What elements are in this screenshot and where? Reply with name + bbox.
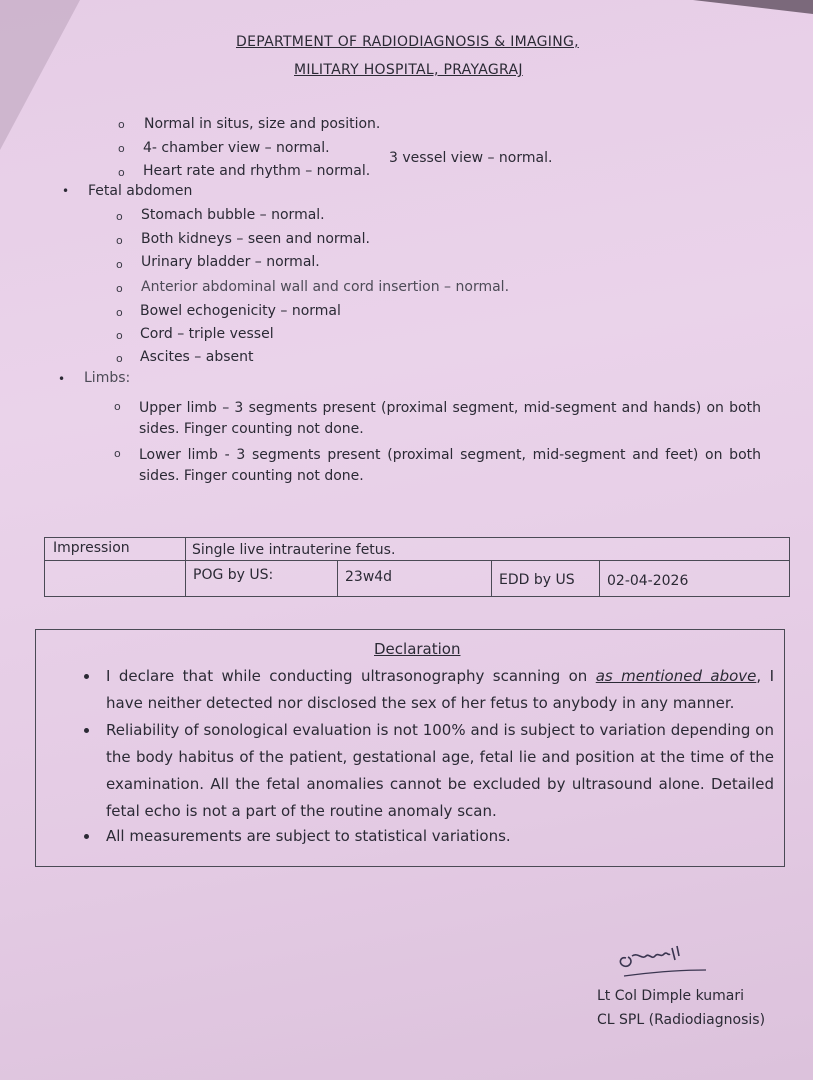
department-title: DEPARTMENT OF RADIODIAGNOSIS & IMAGING,: [236, 34, 579, 50]
impression-label: Impression: [53, 540, 130, 556]
circle-bullet-icon: o: [116, 234, 123, 247]
circle-bullet-icon: o: [118, 142, 125, 155]
signatory-name: Lt Col Dimple kumari: [597, 988, 744, 1004]
vessel-view: 3 vessel view – normal.: [389, 150, 553, 166]
column-divider: [599, 561, 600, 596]
bullet-icon: [84, 728, 89, 733]
column-divider: [185, 538, 186, 596]
circle-bullet-icon: o: [116, 258, 123, 271]
pog-label: POG by US:: [193, 567, 274, 583]
abdomen-item: Stomach bubble – normal.: [141, 207, 325, 223]
impression-value: Single live intrauterine fetus.: [192, 542, 396, 558]
abdomen-item: Urinary bladder – normal.: [141, 254, 320, 270]
edd-value: 02-04-2026: [607, 573, 689, 589]
abdomen-item: Ascites – absent: [140, 349, 254, 365]
limbs-title: Limbs:: [84, 370, 131, 386]
abdomen-item: Bowel echogenicity – normal: [140, 303, 341, 319]
declaration-item: All measurements are subject to statistical variations.: [106, 827, 511, 845]
abdomen-item: Both kidneys – seen and normal.: [141, 231, 370, 247]
bullet-icon: •: [62, 184, 70, 198]
declaration-emphasis: as mentioned above: [595, 667, 757, 685]
lower-limb: Lower limb - 3 segments present (proximal segment, mid-segment and feet) on both sides. Finger counting not done.: [139, 447, 761, 484]
declaration-item: [106, 663, 774, 717]
circle-bullet-icon: o: [116, 306, 123, 319]
circle-bullet-icon: o: [118, 166, 125, 179]
declaration-text: I declare that while conducting ultrasonography scanning on: [106, 667, 596, 685]
page-shadow: [0, 0, 80, 150]
declaration-item: Reliability of sonological evaluation is not 100% and is subject to variation depending on the body habitus of the patient, gestational age, fetal lie and position at the time of the examination. All the fetal anomalies cannot be excluded by ultrasound alone. Detailed fetal echo is not a part of the routine anomaly scan.: [106, 721, 774, 820]
circle-bullet-icon: o: [116, 329, 123, 342]
upper-limb: Upper limb – 3 segments present (proximal segment, mid-segment and hands) on both sides. Finger counting not done.: [139, 400, 761, 437]
abdomen-item: Cord – triple vessel: [140, 326, 274, 342]
circle-bullet-icon: o: [116, 210, 123, 223]
circle-bullet-icon: o: [116, 352, 123, 365]
impression-table: [44, 537, 790, 597]
circle-bullet-icon: o: [118, 118, 125, 131]
declaration-box: [35, 629, 785, 867]
page-corner-shadow: [693, 0, 813, 14]
edd-label: EDD by US: [499, 572, 575, 588]
signatory-designation: CL SPL (Radiodiagnosis): [597, 1012, 766, 1028]
heart-item: 4- chamber view – normal.: [143, 140, 330, 156]
row-divider: [45, 560, 789, 561]
bullet-icon: •: [58, 372, 66, 386]
declaration-title: Declaration: [374, 640, 461, 658]
heart-item: Heart rate and rhythm – normal.: [143, 163, 371, 179]
circle-bullet-icon: o: [114, 447, 121, 460]
pog-value: 23w4d: [345, 569, 393, 585]
hospital-title: MILITARY HOSPITAL, PRAYAGRAJ: [294, 62, 523, 78]
circle-bullet-icon: o: [114, 400, 121, 413]
abdomen-item: Anterior abdominal wall and cord insertion – normal.: [141, 279, 510, 295]
signature-mark: [614, 936, 724, 984]
column-divider: [337, 561, 338, 596]
circle-bullet-icon: o: [116, 282, 123, 295]
column-divider: [491, 561, 492, 596]
declaration-text: , I have neither detected nor disclosed the sex of her fetus to anybody in any manner.: [106, 667, 774, 712]
heart-item: Normal in situs, size and position.: [144, 116, 381, 132]
bullet-icon: [84, 674, 89, 679]
bullet-icon: [84, 834, 89, 839]
abdomen-title: Fetal abdomen: [88, 183, 193, 199]
